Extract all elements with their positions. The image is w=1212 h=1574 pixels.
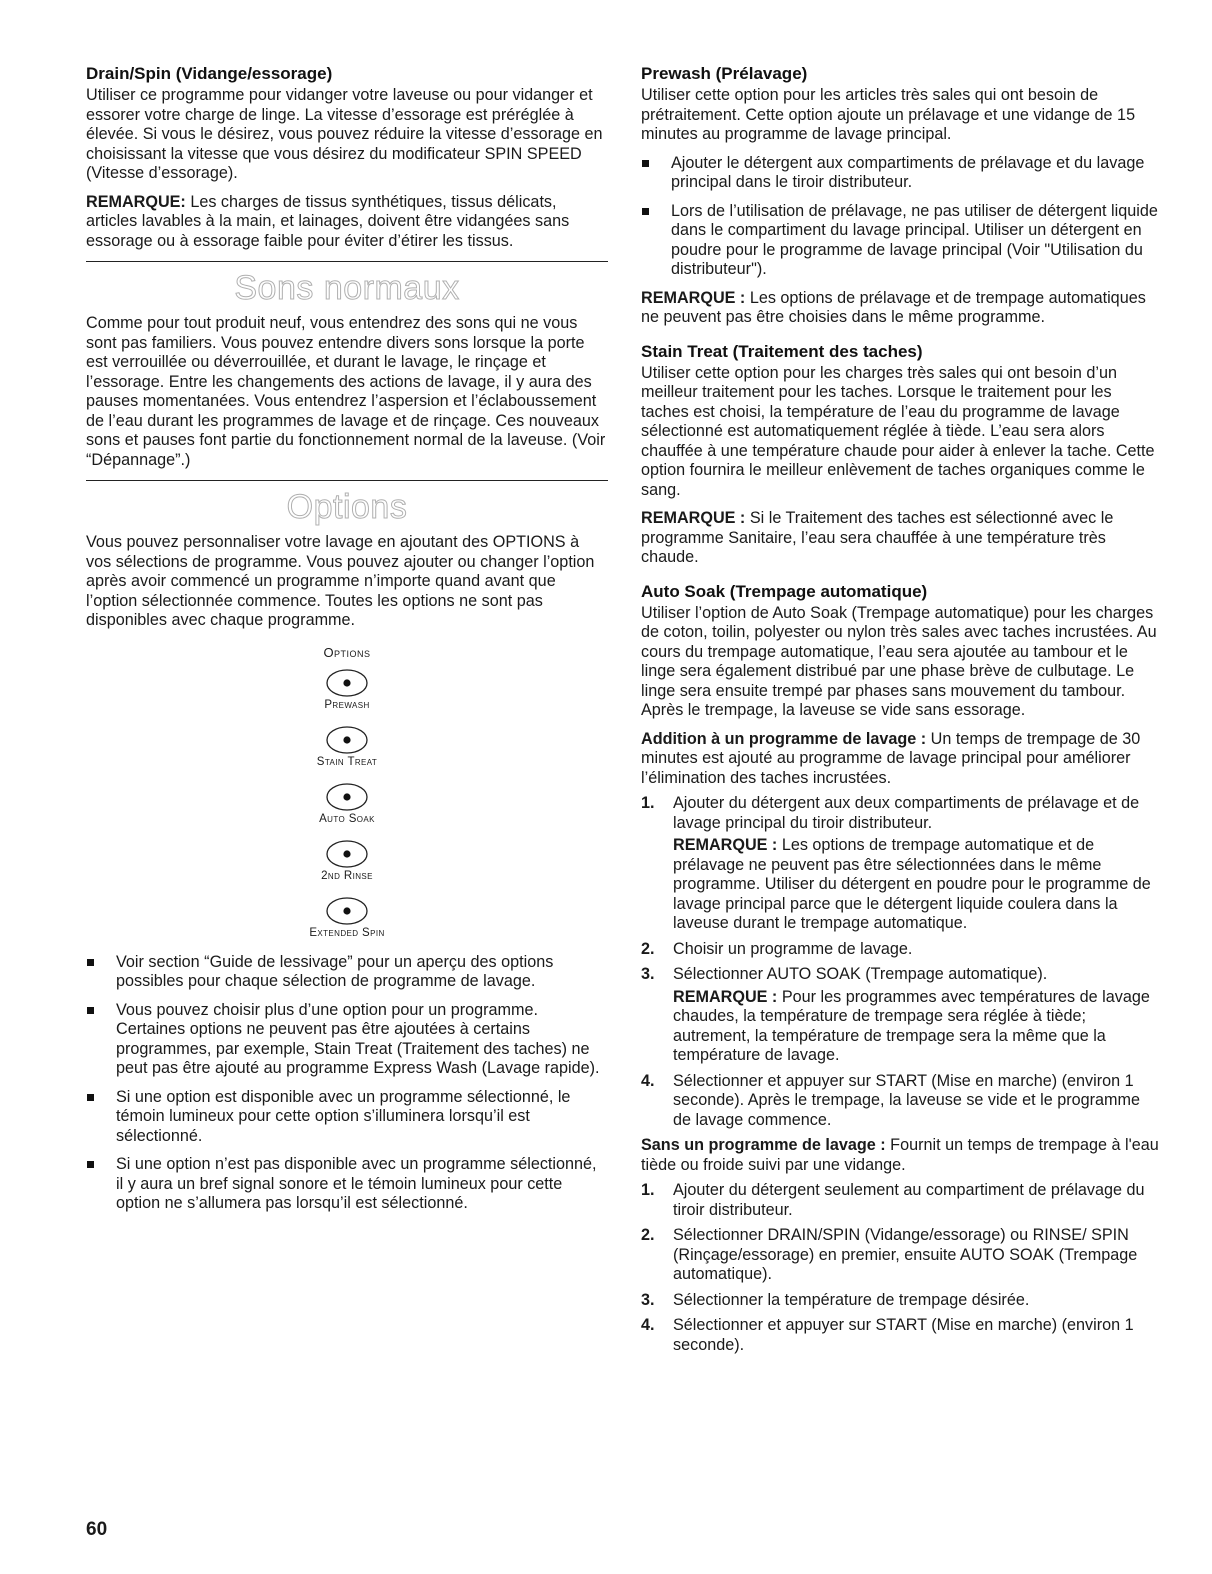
sons-normaux-paragraph: Comme pour tout produit neuf, vous entendrez des sons qui ne vous sont pas familiers. Vous pouvez entendre divers sons lorsque la porte est verrouillée ou déverrouillée, et durant le lavage, le rinçage et l’essorage. Entre les changements des actions de lavage, il y aura des pauses momentanées. Vous entendrez l’aspersion et l’éclaboussement de l’eau durant les programmes de lavage et de rinçage. Ces nouveaux sons et pauses font partie du fonctionnement normal de la laveuse. (Voir “Dépannage”.) xyxy=(86,314,606,469)
section-divider xyxy=(86,480,608,481)
option-2nd-rinse xyxy=(86,839,608,882)
prewash-bullet-list xyxy=(641,154,1159,280)
auto-soak-heading: Auto Soak (Trempage automatique) xyxy=(641,581,928,601)
list-item: 1. Ajouter du détergent aux deux compartiments de prélavage et de lavage principal du tiroir distributeur. REMARQUE : Les options de trempage automatique et de prélavage ne peuvent pas être sélectionnées dans le même programme. Utiliser du détergent en poudre pour le programme de lavage principal parce que le détergent liquide coulera dans la laveuse durant le trempage automatique. xyxy=(641,794,1159,934)
option-auto-soak xyxy=(86,782,608,825)
drain-spin-paragraph: Utiliser ce programme pour vidanger votre laveuse ou pour vidanger et essorer votre charge de linge. La vitesse d’essorage est préréglée à élevée. Si vous le désirez, vous pouvez réduire la vitesse d’essorage en choisissant la vitesse que vous désirez du modificateur SPIN SPEED (Vitesse d’essorage). xyxy=(86,86,603,182)
page-number: 60 xyxy=(86,1519,108,1540)
bullet-square-icon xyxy=(642,160,649,167)
auto-soak-button-icon xyxy=(325,782,369,812)
bullet-square-icon xyxy=(87,1161,94,1168)
prewash-paragraph: Utiliser cette option pour les articles très sales qui ont besoin de prétraitement. Cette option ajoute un prélavage et une vidange de 15 minutes au programme de lavage principal. xyxy=(641,86,1136,143)
note-text: Si le Traitement des taches est sélectionné avec le programme Sanitaire, l’eau sera chauffée à une température très chaude. xyxy=(641,509,1114,566)
note-label: REMARQUE : xyxy=(641,509,746,527)
step-note: REMARQUE : Les options de trempage automatique et de prélavage ne peuvent pas être sélectionnées dans le même programme. Utiliser du détergent en poudre pour le programme de lavage principal parce que le détergent liquide coulera dans la laveuse durant le trempage automatique. xyxy=(673,836,1151,932)
without-label: Sans un programme de lavage : xyxy=(641,1136,886,1154)
stain-treat-heading: Stain Treat (Traitement des taches) xyxy=(641,341,923,361)
note-label: REMARQUE : xyxy=(641,288,746,307)
option-prewash xyxy=(86,668,608,711)
2nd-rinse-button-icon xyxy=(325,839,369,869)
stain-treat-note xyxy=(641,509,1159,568)
list-item: Si une option est disponible avec un programme sélectionné, le témoin lumineux pour cette option s’illuminera lorsqu’il est sélectionné. xyxy=(86,1088,608,1147)
bullet-square-icon xyxy=(87,1094,94,1101)
options-control-panel xyxy=(86,645,608,939)
stain-treat-paragraph: Utiliser cette option pour les charges très sales qui ont besoin d’un meilleur traitement pour les taches. Lorsque le traitement pour les taches est choisi, la température de l’eau du programme de lavage sélectionné est automatiquement réglée à tiède. L’eau sera alors chauffée à une température chaude pour aider à enlever la tache. Cette option fournira le meilleur enlèvement de taches organiques comme le sang. xyxy=(641,363,1155,499)
option-stain-treat xyxy=(86,725,608,768)
panel-title: Options xyxy=(323,644,371,660)
note-text: Les charges de tissus synthétiques, tissus délicats, articles lavables à la main, et lainages, doivent être vidangées sans essorage ou à essorage faible pour éviter d’étirer les tissus. xyxy=(86,192,570,250)
addition-label: Addition à un programme de lavage : xyxy=(641,729,927,748)
auto-soak-steps-without-program xyxy=(641,1181,1159,1355)
stain-treat-label: Stain Treat xyxy=(316,755,378,768)
extended-spin-button-icon xyxy=(325,896,369,926)
auto-soak-steps-with-program xyxy=(641,794,1159,1130)
list-item: 3. Sélectionner la température de trempage désirée. xyxy=(641,1290,1030,1309)
list-item: Vous pouvez choisir plus d’une option pour un programme. Certaines options ne peuvent pas être ajoutées à certains programmes, par exemple, Stain Treat (Traitement des taches) ne peut pas être ajouté au programme Express Wash (Lavage rapide). xyxy=(86,1001,608,1079)
list-item: 2. Choisir un programme de lavage. xyxy=(641,939,913,958)
options-title: Options xyxy=(286,488,408,526)
bullet-square-icon xyxy=(642,208,649,215)
without-text: Fournit un temps de trempage à l'eau tiède ou froide suivi par une vidange. xyxy=(641,1136,1159,1174)
prewash-label: Prewash xyxy=(324,698,370,711)
auto-soak-label: Auto Soak xyxy=(319,812,375,825)
note-text: Les options de prélavage et de trempage automatiques ne peuvent pas être choisies dans le même programme. xyxy=(641,288,1146,326)
left-column xyxy=(86,64,608,1223)
extended-spin-label: Extended Spin xyxy=(309,926,385,939)
note-label: REMARQUE: xyxy=(86,192,186,211)
drain-spin-heading: Drain/Spin (Vidange/essorage) xyxy=(86,64,333,83)
list-item: 2. Sélectionner DRAIN/SPIN (Vidange/essorage) ou RINSE/ SPIN (Rinçage/essorage) en premier, ensuite AUTO SOAK (Trempage automatique). xyxy=(641,1226,1138,1283)
list-item: Voir section “Guide de lessivage” pour un aperçu des options possibles pour chaque sélection de programme de lavage. xyxy=(86,953,608,992)
section-divider xyxy=(86,261,608,262)
prewash-heading: Prewash (Prélavage) xyxy=(641,64,808,83)
auto-soak-paragraph: Utiliser l’option de Auto Soak (Trempage automatique) pour les charges de coton, toilin, polyester ou nylon très sales avec taches incrustées. Au cours du trempage automatique, l’eau sera ajoutée au tambour et le linge sera également distribué par une phase brève de culbutage. Le linge sera ensuite trempé par phases sans mouvement du tambour. Après le trempage, la laveuse se vide sans essorage. xyxy=(641,603,1157,719)
prewash-button-icon xyxy=(325,668,369,698)
step-note: REMARQUE : Pour les programmes avec températures de lavage chaudes, la température de trempage sera réglée à tiède; autrement, la température de trempage sera la même que la température de lavage. xyxy=(673,987,1150,1064)
prewash-note xyxy=(641,289,1159,328)
drain-spin-note xyxy=(86,193,608,252)
bullet-square-icon xyxy=(87,1007,94,1014)
list-item: 4. Sélectionner et appuyer sur START (Mise en marche) (environ 1 seconde). Après le trempage, la laveuse se vide et le programme de lavage commence. xyxy=(641,1071,1140,1129)
list-item: Si une option n’est pas disponible avec un programme sélectionné, il y aura un bref signal sonore et le témoin lumineux pour cette option ne s’allumera pas lorsqu’il est sélectionné. xyxy=(86,1155,608,1214)
2nd-rinse-label: 2nd Rinse xyxy=(321,869,373,882)
addition-text: Un temps de trempage de 30 minutes est ajouté au programme de lavage principal pour améliorer l’élimination des taches incrustées. xyxy=(641,729,1141,787)
list-item: Ajouter le détergent aux compartiments de prélavage et du lavage principal dans le tiroir distributeur. xyxy=(641,154,1159,193)
list-item: Lors de l’utilisation de prélavage, ne pas utiliser de détergent liquide dans le compartiment du lavage principal. Utiliser un détergent en poudre pour le programme de lavage principal (Voir "Utilisation du distributeur"). xyxy=(641,202,1159,280)
right-column xyxy=(641,64,1159,1361)
options-bullet-list xyxy=(86,953,608,1214)
auto-soak-addition xyxy=(641,730,1159,789)
sons-normaux-title: Sons normaux xyxy=(234,269,460,307)
list-item: 1. Ajouter du détergent seulement au compartiment de prélavage du tiroir distributeur. xyxy=(641,1181,1145,1219)
option-extended-spin xyxy=(86,896,608,939)
options-paragraph: Vous pouvez personnaliser votre lavage en ajoutant des OPTIONS à vos sélections de programme. Vous pouvez ajouter ou changer l’option après avoir commencé un programme n’importe quand avant que l’option sélectionnée commence. Toutes les options ne sont pas disponibles avec chaque programme. xyxy=(86,533,595,629)
bullet-square-icon xyxy=(87,959,94,966)
list-item: 4. Sélectionner et appuyer sur START (Mise en marche) (environ 1 seconde). xyxy=(641,1316,1134,1354)
stain-treat-button-icon xyxy=(325,725,369,755)
auto-soak-without xyxy=(641,1136,1159,1175)
list-item: 3. Sélectionner AUTO SOAK (Trempage automatique). REMARQUE : Pour les programmes avec températures de lavage chaudes, la température de trempage sera réglée à tiède; autrement, la température de trempage sera la même que la température de lavage. xyxy=(641,965,1159,1066)
